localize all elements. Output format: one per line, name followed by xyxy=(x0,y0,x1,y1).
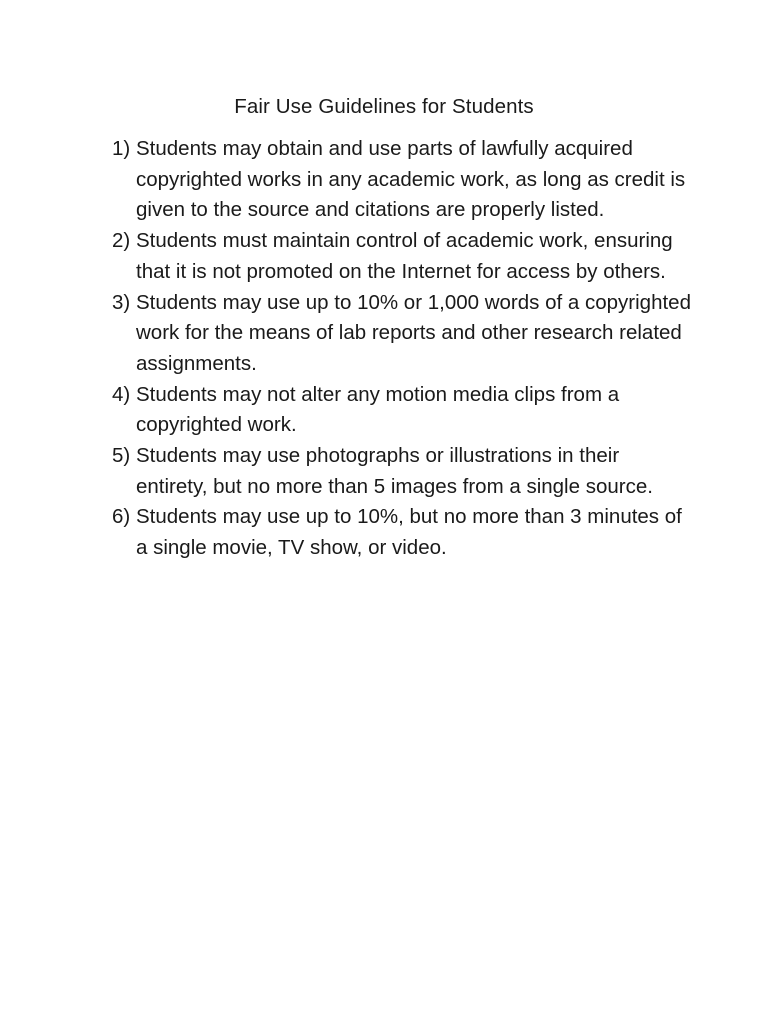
guideline-item-2 xyxy=(112,226,692,287)
guideline-item-5 xyxy=(112,441,692,502)
guideline-number: 1) xyxy=(112,137,131,160)
guideline-text: Students may use photographs or illustrations in their entirety, but no more than 5 images from a single source. xyxy=(136,444,653,498)
guideline-item-1 xyxy=(112,134,692,226)
guidelines-list xyxy=(112,134,692,564)
guideline-text: Students may not alter any motion media clips from a copyrighted work. xyxy=(136,382,620,437)
guideline-text: Students may use up to 10%, but no more than 3 minutes of a single movie, TV show, or video. xyxy=(136,505,682,560)
guideline-text: Students may obtain and use parts of lawfully acquired copyrighted works in any academic work, as long as credit is given to the source and citations are properly listed. xyxy=(136,137,686,222)
guideline-number: 4) xyxy=(112,382,131,406)
guideline-item-6 xyxy=(112,502,692,563)
guideline-text: Students may use up to 10% or 1,000 words of a copyrighted work for the means of lab reports and other research related assignments. xyxy=(136,290,691,375)
guideline-item-3 xyxy=(112,288,692,380)
guideline-number: 2) xyxy=(112,229,131,253)
guideline-text: Students must maintain control of academic work, ensuring that it is not promoted on the Internet for access by others. xyxy=(136,229,673,283)
document-title: Fair Use Guidelines for Students xyxy=(234,95,534,118)
guideline-item-4 xyxy=(112,380,692,441)
guideline-number: 5) xyxy=(112,444,131,468)
guideline-number: 6) xyxy=(112,505,131,529)
guideline-number: 3) xyxy=(112,290,131,314)
